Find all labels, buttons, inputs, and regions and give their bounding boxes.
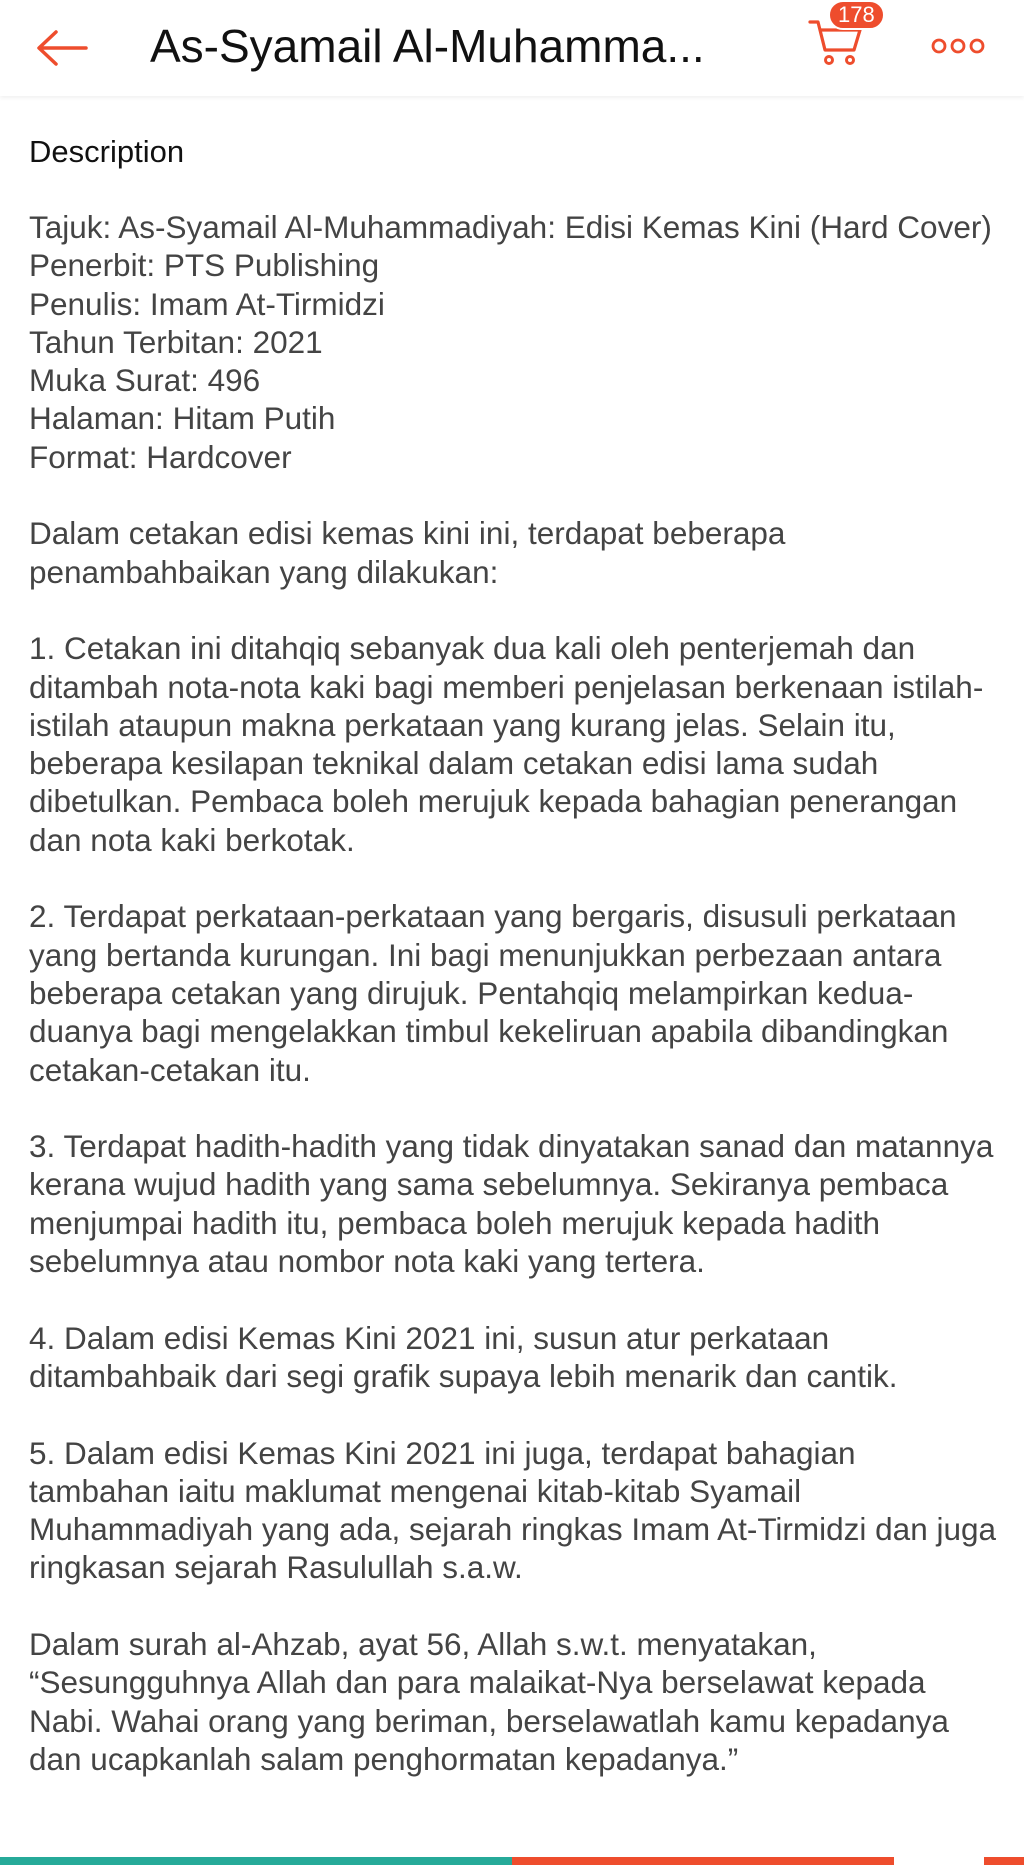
floating-overlay [894, 1857, 984, 1865]
more-dots-icon [930, 26, 986, 66]
chat-button-edge[interactable] [0, 1857, 512, 1865]
more-button[interactable] [930, 26, 986, 66]
description-text: Tajuk: As-Syamail Al-Muhammadiyah: Edisi Kemas Kini (Hard Cover) Penerbit: PTS Publishing Penulis: Imam At-Tirmidzi Tahun Terbitan: 2021 Muka Surat: 496 Halaman: Hitam Putih Format: Hardcover Dalam cetakan edisi kemas kini ini, terdapat beberapa penambahbaikan yang dilakukan: 1. Cetakan ini ditahqiq sebanyak dua kali oleh penterjemah dan ditambah nota-nota kaki bagi memberi penjelasan berkenaan istilah-istilah ataupun makna perkataan yang kurang jelas. Selain itu, beberapa kesilapan teknikal dalam cetakan edisi lama sudah dibetulkan. Pembaca boleh merujuk kepada bahagian penerangan dan nota kaki berkotak. 2. Terdapat perkataan-perkataan yang bergaris, disusuli perkataan yang bertanda kurungan. Ini bagi menunjukkan perbezaan antara beberapa cetakan yang dirujuk. Pentahqiq melampirkan kedua-duanya bagi mengelakkan timbul kekeliruan apabila dibandingkan cetakan-cetakan itu. 3. Terdapat hadith-hadith yang tidak dinyatakan sanad dan matannya kerana wujud hadith yang sama sebelumnya. Sekiranya pembaca menjumpai hadith itu, pembaca boleh merujuk kepada hadith sebelumnya atau nombor nota kaki yang tertera. 4. Dalam edisi Kemas Kini 2021 ini, susun atur perkataan ditambahbaik dari segi grafik supaya lebih menarik dan cantik. 5. Dalam edisi Kemas Kini 2021 ini juga, terdapat bahagian tambahan iaitu maklumat mengenai kitab-kitab Syamail Muhammadiyah yang ada, sejarah ringkas Imam At-Tirmidzi dan juga ringkasan sejarah Rasulullah s.a.w. Dalam surah al-Ahzab, ayat 56, Allah s.w.t. menyatakan, “Sesungguhnya Allah dan para malaikat-Nya berselawat kepada Nabi. Wahai orang yang beriman, berselawatlah kamu kepadanya dan ucapkanlah salam penghormatan kepadanya.” [29, 209, 997, 1777]
back-button[interactable] [34, 20, 90, 76]
top-bar [0, 0, 1024, 96]
description-section [0, 96, 1024, 1857]
bottom-action-bar-edge [0, 1857, 1024, 1865]
cart-count-badge: 178 [828, 0, 885, 30]
section-heading: Description [29, 134, 185, 169]
buy-now-button-edge[interactable] [984, 1857, 1024, 1865]
add-to-cart-button-edge[interactable] [512, 1857, 894, 1865]
arrow-left-icon [36, 30, 88, 66]
page-title: As-Syamail Al-Muhamma... [150, 20, 705, 72]
